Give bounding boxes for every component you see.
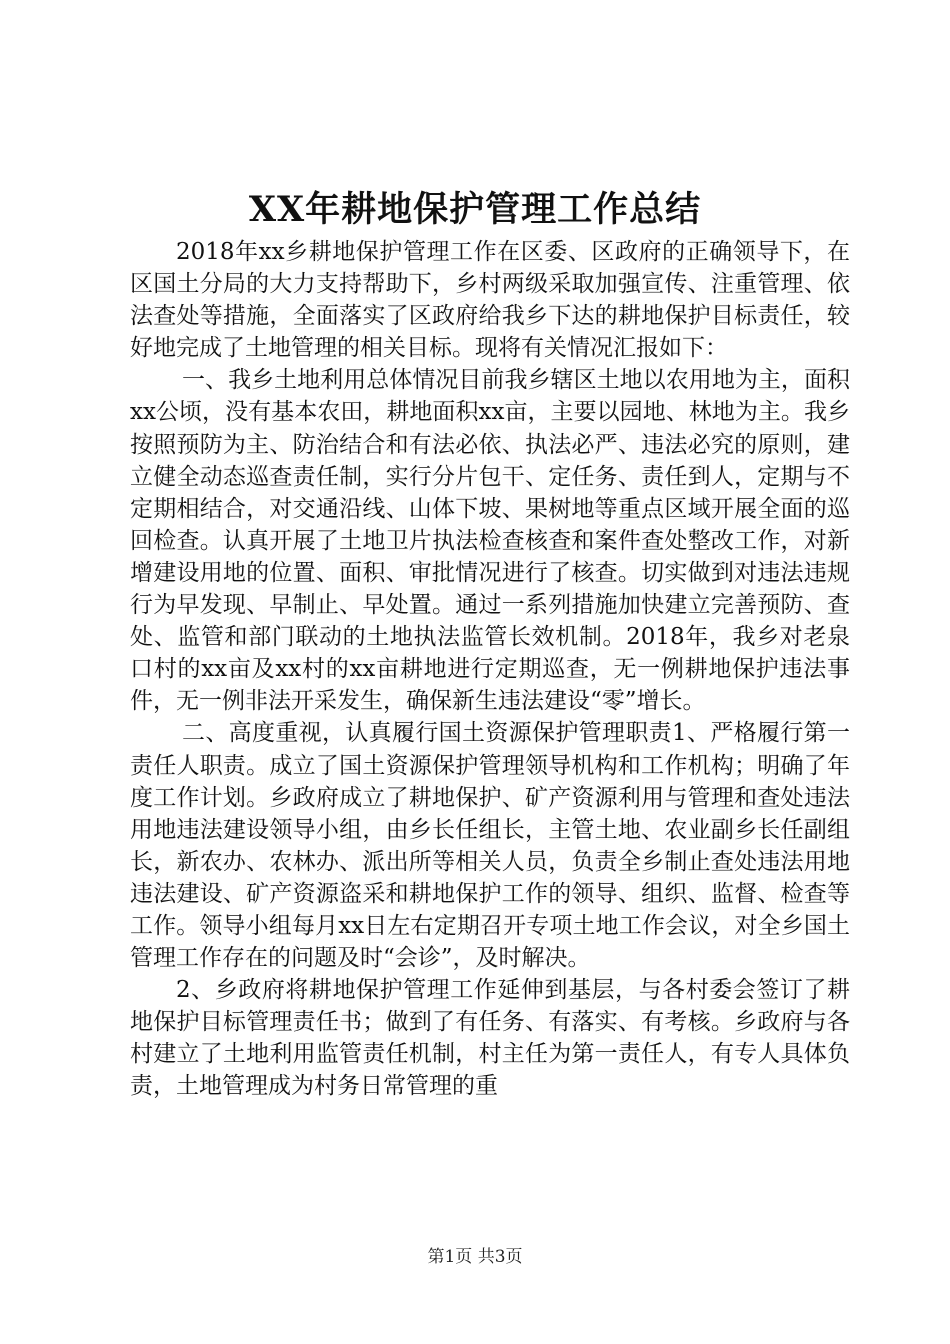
paragraph-item-two: 2、乡政府将耕地保护管理工作延伸到基层，与各村委会签订了耕地保护目标管理责任书；做到了有任务、有落实、有考核。乡政府与各村建立了土地利用监管责任机制，村主任为第一责任人，有专人具体负责，土地管理成为村务日常管理的重 (130, 977, 850, 1100)
paragraph-section-two: 二、高度重视，认真履行国土资源保护管理职责1、严格履行第一责任人职责。成立了国土资源保护管理领导机构和工作机构；明确了年度工作计划。乡政府成立了耕地保护、矿产资源利用与管理和查处违法用地违法建设领导小组，由乡长任组长，主管土地、农业副乡长任副组长，新农办、农林办、派出所等相关人员，负责全乡制止查处违法用地违法建设、矿产资源盗采和耕地保护工作的领导、组织、监督、检查等工作。领导小组每月xx日左右定期召开专项土地工作会议，对全乡国土管理工作存在的问题及时“会诊”，及时解决。 (130, 720, 850, 972)
paragraph-intro: 2018年xx乡耕地保护管理工作在区委、区政府的正确领导下，在区国土分局的大力支持帮助下，乡村两级采取加强宣传、注重管理、依法查处等措施，全面落实了区政府给我乡下达的耕地保护目标责任，较好地完成了土地管理的相关目标。现将有关情况汇报如下： (130, 239, 850, 362)
document-title: XX年耕地保护管理工作总结 (248, 189, 702, 230)
document-body (130, 236, 850, 1103)
page-footer: 第1页 共3页 (427, 1247, 523, 1267)
paragraph-section-one: 一、我乡土地利用总体情况目前我乡辖区土地以农用地为主，面积xx公顷，没有基本农田，耕地面积xx亩，主要以园地、林地为主。我乡按照预防为主、防治结合和有法必依、执法必严、违法必究的原则，建立健全动态巡查责任制，实行分片包干、定任务、责任到人，定期与不定期相结合，对交通沿线、山体下坡、果树地等重点区域开展全面的巡回检查。认真开展了土地卫片执法检查核查和案件查处整改工作，对新增建设用地的位置、面积、审批情况进行了核查。切实做到对违法违规行为早发现、早制止、早处置。通过一系列措施加快建立完善预防、查处、监管和部门联动的土地执法监管长效机制。2018年，我乡对老泉口村的xx亩及xx村的xx亩耕地进行定期巡查，无一例耕地保护违法事件，无一例非法开采发生，确保新生违法建设“零”增长。 (130, 367, 850, 715)
